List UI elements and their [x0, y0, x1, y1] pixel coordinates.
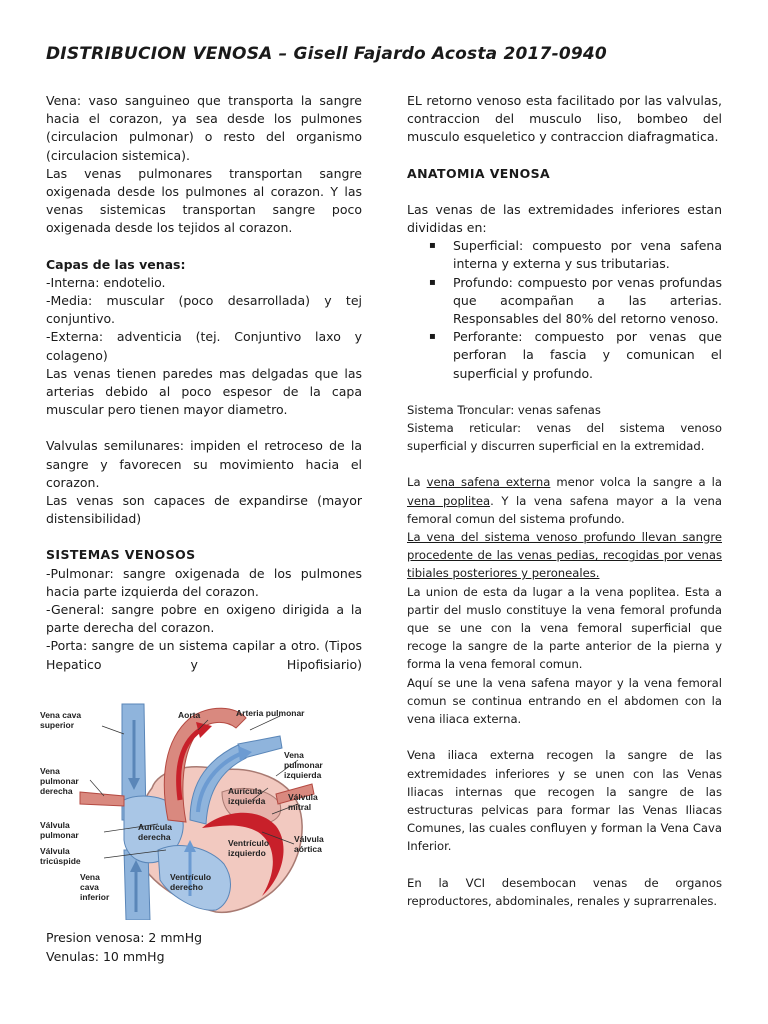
label-ventriculo-derecho: Ventrículo derecho	[170, 872, 212, 892]
valvulas-paragraph: Valvulas semilunares: impiden el retroceso de la sangre y favorecen su movimiento hacia el corazon.	[46, 438, 362, 490]
label-valvula-pulmonar: Válvula pulmonar	[40, 820, 79, 840]
label-valvula-aortica: Válvula aórtica	[294, 834, 324, 854]
page-title: DISTRIBUCION VENOSA – Gisell Fajardo Acosta 2017-0940	[46, 44, 607, 64]
extremidades-intro: Las venas de las extremidades inferiores estan divididas en:	[407, 201, 722, 236]
label-vena-cava-superior: Vena cava superior	[40, 710, 82, 730]
sistema-general: -General: sangre pobre en oxigeno dirigida a la parte derecha del corazon.	[46, 602, 362, 636]
list-item-profundo: ▪ Profundo: compuesto por venas profundas que acompañan a las arterias. Responsables del 80% del retorno venoso.	[453, 274, 722, 329]
iliaca-paragraph: Vena iliaca externa recogen la sangre de las extremidades inferiores y se unen con las Venas Iliacas internas que recogen la sangre de las estructuras pelvicas para formar las Venas Iliacas Comunes, las cuales confluyen y forman la Vena Cava Inferior.	[407, 748, 722, 854]
sistema-reticular: Sistema reticular: venas del sistema venoso superficial y discurren superficial en la extremidad.	[407, 421, 722, 454]
sistemas-heading: SISTEMAS VENOSOS	[46, 547, 196, 563]
anatomia-heading: ANATOMIA VENOSA	[407, 165, 551, 181]
safena-paragraph: La vena safena externa menor volca la sangre a la vena poplitea. Y la vena safena mayor a la vena femoral comun del sistema profundo.	[407, 475, 723, 526]
safena-mayor-paragraph: Aquí se une la vena safena mayor y la vena femoral comun se continua entrando en el abdomen con la vena iliaca externa.	[407, 675, 722, 727]
left-column	[46, 92, 362, 674]
heart-diagram	[40, 700, 370, 920]
capa-externa: -Externa: adventicia (tej. Conjuntivo laxo y colageno)	[46, 329, 362, 363]
label-vena-pulmonar-izquierda: Vena pulmonar izquierda	[284, 750, 323, 780]
capa-media: -Media: muscular (poco desarrollada) y tej conjuntivo.	[46, 293, 362, 327]
vena-poplitea-link: vena poplitea	[407, 493, 491, 508]
distensibilidad-paragraph: Las venas son capaces de expandirse (mayor distensibilidad)	[46, 493, 362, 527]
list-item-perforante: ▪ Perforante: compuesto por venas que perforan la fascia y comunican el superficial y profundo.	[453, 328, 722, 383]
venulas-pressure: Venulas: 10 mmHg	[46, 949, 165, 964]
sistema-pulmonar: -Pulmonar: sangre oxigenada de los pulmones hacia parte izquierda del corazon.	[46, 565, 362, 599]
vci-paragraph: En la VCI desembocan venas de organos reproductores, abdominales, renales y suprarrenales.	[407, 875, 722, 908]
vena-safena-externa-link: vena safena externa	[426, 475, 551, 490]
capa-interna: -Interna: endotelio.	[46, 274, 166, 290]
capas-heading: Capas de las venas:	[46, 256, 186, 272]
label-valvula-mitral: Válvula mitral	[288, 792, 318, 812]
label-aorta: Aorta	[178, 710, 201, 720]
venous-system-list	[407, 237, 722, 383]
sistema-porta: -Porta: sangre de un sistema capilar a otro. (Tipos Hepatico y Hipofisiario)	[46, 638, 362, 672]
label-auricula-izquierda: Aurícula izquierda	[228, 786, 266, 806]
pressure-notes	[46, 928, 362, 966]
presion-venosa: Presion venosa: 2 mmHg	[46, 930, 203, 945]
walls-paragraph: Las venas tienen paredes mas delgadas que las arterias debido al poco espesor de la capa muscular pero tienen mayor diametro.	[46, 365, 362, 418]
vena-definition: Vena: vaso sanguineo que transporta la sangre hacia el corazon, ya sea desde los pulmones (circulacion pulmonar) o resto del organismo (circulacion sistemica).	[46, 93, 362, 163]
label-arteria-pulmonar: Arteria pulmonar	[236, 708, 305, 718]
union-paragraph: La union de esta da lugar a la vena poplitea. Esta a partir del muslo constituye la vena femoral profunda que se une con la vena femoral superficial que recoge la sangre de la parte anterior de la pierna y forma la vena femoral comun.	[407, 584, 722, 672]
label-valvula-tricuspide: Válvula tricúspide	[40, 846, 81, 866]
sistema-troncular: Sistema Troncular: venas safenas	[407, 402, 601, 417]
label-ventriculo-izquierdo: Ventrículo izquierdo	[228, 838, 270, 858]
label-vena-pulmonar-derecha: Vena pulmonar derecha	[40, 766, 79, 796]
label-auricula-derecha: Aurícula derecha	[138, 822, 173, 842]
pulmonary-systemic-veins: Las venas pulmonares transportan sangre oxigenada desde los pulmones al corazon. Y las venas sistemicas transportan sangre poco oxigenada desde los tejidos al corazon.	[46, 165, 362, 236]
right-column	[407, 92, 722, 910]
label-vena-cava-inferior: Vena cava inferior	[80, 872, 110, 902]
profundo-paragraph: La vena del sistema venoso profundo llevan sangre procedente de las venas pedias, recogidas por venas tibiales posteriores y peroneales.	[407, 530, 722, 581]
list-item-superficial: ▪ Superficial: compuesto por vena safena interna y externa y sus tributarias.	[453, 237, 722, 273]
retorno-venoso: EL retorno venoso esta facilitado por las valvulas, contraccion del musculo liso, bombeo del musculo esqueletico y contraccion diafragmatica.	[407, 93, 722, 145]
